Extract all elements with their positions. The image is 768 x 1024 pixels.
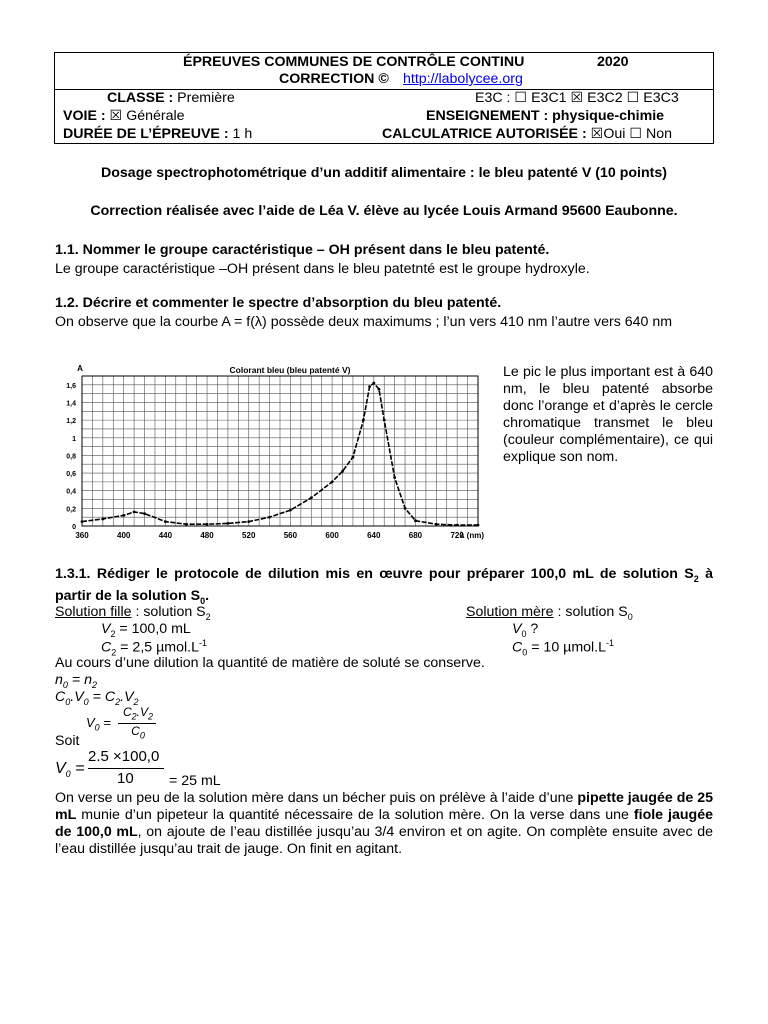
protocol-paragraph: On verse un peu de la solution mère dans un bécher puis on prélève à l’aide d’une pipette jaugée de 25 mL munie d’un pipeteur la quantité nécessaire de la solution mère. On la verse dans une fiole jaugée de 100,0 mL, on ajoute de l’eau distillée jusqu’au 3/4 environ et on agite. On complète ensuite avec de l’eau distillée jusqu’au trait de jauge. On finit en agitant. bbox=[55, 790, 713, 857]
data-point bbox=[164, 520, 167, 523]
data-point bbox=[133, 510, 136, 513]
header-year: 2020 bbox=[597, 54, 629, 70]
data-point bbox=[368, 385, 371, 388]
x-tick-label: 480 bbox=[200, 531, 214, 540]
fraction-denominator: $C_0$ bbox=[131, 724, 145, 741]
x-tick-label: 360 bbox=[75, 531, 89, 540]
v2-value: $V_2 = 100,0$ mL bbox=[101, 621, 191, 639]
question-1-3-1: 1.3.1. Rédiger le protocole de dilution mis en œuvre pour préparer 100,0 mL de solution $S_2$ à partir de la solution $S_0$. bbox=[55, 566, 713, 606]
numeric-fraction-bar bbox=[88, 768, 164, 769]
conservation-text: Au cours d’une dilution la quantité de matière de soluté se conserve. bbox=[55, 655, 485, 671]
data-point bbox=[456, 524, 459, 527]
x-tick-label: 520 bbox=[242, 531, 256, 540]
data-point bbox=[331, 480, 334, 483]
answer-1-1: Le groupe caractéristique –OH présent dans le bleu patetnté est le groupe hydroxyle. bbox=[55, 261, 590, 277]
duree-line: DURÉE DE L’ÉPREUVE : 1 h bbox=[63, 126, 253, 142]
enseignement-line: ENSEIGNEMENT : physique-chimie bbox=[426, 108, 665, 124]
x-tick-label: 720 bbox=[450, 531, 464, 540]
credit-line: Correction réalisée avec l’aide de Léa V. élève au lycée Louis Armand 95600 Eaubonne. bbox=[90, 203, 678, 219]
y-tick-label: 1,6 bbox=[66, 382, 76, 390]
header-box bbox=[54, 52, 714, 144]
c0-value: $C_0 = 10$ $\mu mol.L^{-1}$ bbox=[512, 638, 615, 658]
x-tick-label: 440 bbox=[158, 531, 173, 540]
y-tick-label: 1,4 bbox=[66, 400, 76, 408]
calculatrice-line: CALCULATRICE AUTORISÉE : ☒Oui ☐ Non bbox=[382, 126, 673, 142]
data-point bbox=[477, 524, 480, 527]
x-tick-label: 600 bbox=[325, 531, 339, 540]
solution-fille-line: Solution fille : solution $S_2$ bbox=[55, 604, 211, 622]
y-tick-label: 0,8 bbox=[66, 453, 76, 461]
y-tick-label: 1,2 bbox=[66, 418, 76, 426]
y-tick-label: 0,2 bbox=[66, 506, 76, 514]
fraction-v0-label: $V_0$ = bbox=[86, 715, 111, 733]
equation-cv: $C_0.V_0 = C_2.V_2$ bbox=[55, 689, 139, 707]
data-point bbox=[404, 507, 407, 510]
v0-value: $V_0$ ? bbox=[512, 621, 539, 639]
question-1-1: 1.1. Nommer le groupe caractéristique – OH présent dans le bleu patenté. bbox=[55, 242, 550, 258]
data-point bbox=[226, 522, 229, 525]
y-axis-label: A bbox=[77, 364, 83, 373]
data-point bbox=[310, 496, 313, 499]
data-point bbox=[435, 523, 438, 526]
numeric-numerator: 2.5 ×100,0 bbox=[88, 748, 160, 765]
labolycee-link[interactable]: http://labolycee.org bbox=[403, 71, 523, 87]
header-title: ÉPREUVES COMMUNES DE CONTRÔLE CONTINU bbox=[183, 54, 525, 70]
result-value: = 25 mL bbox=[169, 773, 221, 789]
numeric-v0-label: $V_0$ = bbox=[55, 760, 85, 780]
data-point bbox=[185, 523, 188, 526]
data-point bbox=[122, 514, 125, 517]
soit-label: Soit bbox=[55, 733, 80, 749]
data-point bbox=[247, 520, 250, 523]
voie-line: VOIE : ☒ Générale bbox=[63, 108, 185, 124]
question-1-2: 1.2. Décrire et commenter le spectre d’absorption du bleu patenté. bbox=[55, 295, 502, 311]
equation-n: $n_0 = n_2$ bbox=[55, 672, 97, 690]
y-tick-label: 1 bbox=[72, 435, 76, 443]
data-point bbox=[206, 523, 209, 526]
peak-comment: Le pic le plus important est à 640 nm, le bleu patenté absorbe donc l’orange et d’après le cercle chromatique transmet le bleu (couleur complémentaire), ce qui explique son nom. bbox=[503, 364, 713, 465]
data-point bbox=[378, 388, 381, 391]
correction-label: CORRECTION © bbox=[279, 71, 389, 87]
x-axis-label: λ (nm) bbox=[460, 531, 484, 540]
y-tick-label: 0 bbox=[72, 524, 76, 531]
numeric-denominator: 10 bbox=[117, 770, 134, 787]
data-point bbox=[289, 509, 292, 512]
data-point bbox=[352, 456, 355, 459]
data-point bbox=[393, 476, 396, 479]
classe-line: CLASSE : Première bbox=[107, 90, 235, 106]
data-point bbox=[383, 419, 386, 422]
document-title: Dosage spectrophotométrique d’un additif alimentaire : le bleu patenté V (10 points) bbox=[101, 165, 667, 181]
data-point bbox=[81, 520, 84, 523]
data-point bbox=[362, 419, 365, 422]
absorption-spectrum-chart bbox=[58, 362, 490, 546]
y-tick-label: 0,4 bbox=[66, 488, 76, 496]
data-point bbox=[101, 518, 104, 521]
chart-title: Colorant bleu (bleu patenté V) bbox=[229, 365, 351, 375]
x-tick-label: 680 bbox=[408, 531, 423, 540]
data-point bbox=[143, 512, 146, 515]
x-tick-label: 640 bbox=[367, 531, 381, 540]
solution-mere-line: Solution mère : solution $S_0$ bbox=[466, 604, 633, 622]
e3c-line: E3C : ☐ E3C1 ☒ E3C2 ☐ E3C3 bbox=[475, 90, 679, 106]
answer-1-2: On observe que la courbe A = f(λ) possède deux maximums ; l’un vers 410 nm l’autre vers 640 nm bbox=[55, 314, 673, 330]
fraction-numerator: $C_2.V_2$ bbox=[122, 705, 154, 722]
c2-value: $C_2 = 2,5$ $\mu mol.L^{-1}$ bbox=[101, 638, 207, 658]
y-tick-label: 0,6 bbox=[66, 471, 76, 479]
data-point bbox=[268, 516, 271, 519]
data-point bbox=[341, 470, 344, 473]
data-point bbox=[414, 519, 417, 522]
x-tick-label: 560 bbox=[283, 531, 298, 540]
data-point bbox=[372, 382, 375, 385]
x-tick-label: 400 bbox=[117, 531, 131, 540]
